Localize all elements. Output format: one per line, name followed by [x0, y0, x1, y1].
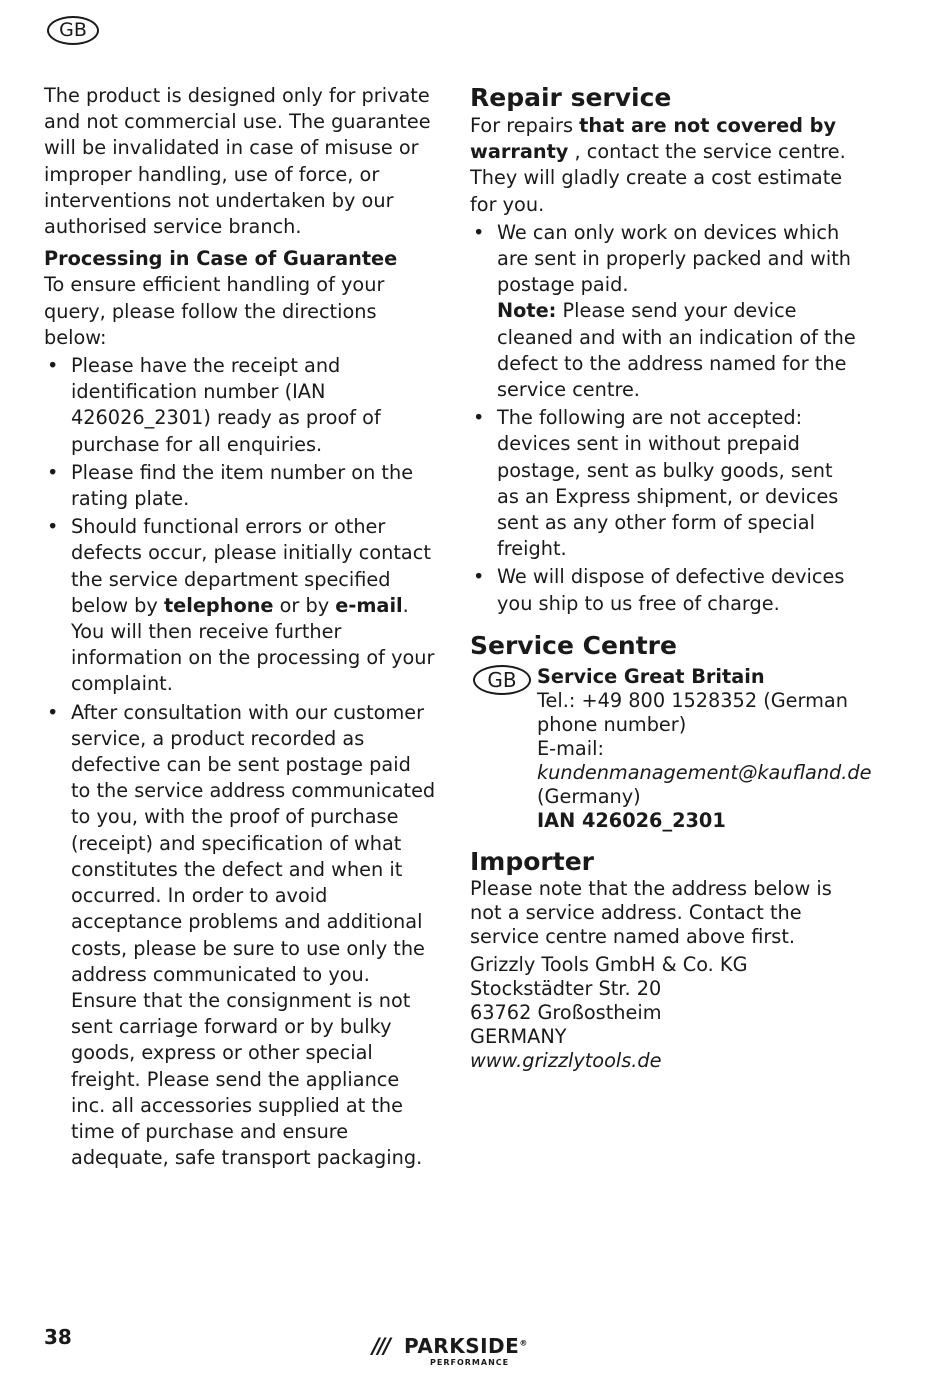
repair-heading: Repair service [470, 83, 672, 112]
logo-registered-mark: ® [519, 1338, 528, 1348]
page-number: 38 [44, 1325, 72, 1349]
importer-company: Grizzly Tools GmbH & Co. KG [470, 952, 748, 976]
parkside-logo [372, 1334, 532, 1370]
list-item: • We will dispose of defective devices you ship to us free of charge. [470, 564, 860, 616]
importer-heading: Importer [470, 846, 594, 876]
logo-slashes-icon: /// [372, 1334, 390, 1358]
repair-intro [470, 113, 860, 218]
text-span: , contact the service centre. They will gladly create a cost estimate for you. [470, 140, 846, 216]
list-item: • After consultation with our customer service, a product recorded as defective can be sent postage paid to the service address communicated to you, with the proof of purchase (receipt) and specification of what constitutes the defect and when it occurred. In order to avoid acceptance problems and additional costs, please be sure to use only the address communicated to you. Ensure that the consignment is not sent carriage forward or by bulky goods, express or other special freight. Please send the appliance inc. all accessories supplied at the time of purchase and ensure adequate, safe transport packaging. [44, 700, 436, 1172]
processing-list [44, 353, 436, 1171]
text-span: or by [273, 593, 336, 617]
list-item: • Please have the receipt and identification number (IAN 426026_2301) ready as proof of purchase for all enquiries. [44, 353, 436, 458]
importer-city: 63762 Großostheim [470, 1000, 662, 1024]
service-centre-heading: Service Centre [470, 630, 677, 660]
intro-paragraph: The product is designed only for private and not commercial use. The guarantee will be invalidated in case of misuse or improper handling, use of force, or interventions not undertaken by our authorised service branch. [44, 84, 431, 239]
text-span: . You will then receive further information on the processing of your complaint. [71, 593, 435, 696]
email-emphasis: e-mail [335, 593, 403, 617]
importer-note: Please note that the address below is not a service address. Contact the service centre named above first. [470, 876, 832, 948]
right-column [470, 83, 872, 1073]
importer-country: GERMANY [470, 1024, 567, 1048]
repair-list [470, 220, 860, 617]
list-item [470, 220, 860, 403]
left-column [44, 83, 436, 1171]
gb-service-badge: GB [473, 665, 531, 695]
logo-brand-text: PARKSIDE [404, 1334, 520, 1358]
service-email-link[interactable]: kundenmanagement@kaufland.de [537, 760, 872, 784]
gb-language-badge: GB [47, 16, 99, 45]
telephone-emphasis: telephone [163, 593, 274, 617]
service-country: (Germany) [537, 784, 641, 808]
logo-brand [404, 1334, 528, 1358]
text-span: Should functional errors or other defects occur, please initially contact the service department specified below by [71, 515, 431, 617]
text-span: We can only work on devices which are sent in properly packed and with postage paid. [497, 220, 851, 297]
text-span: For repairs [470, 114, 580, 137]
service-ian: IAN 426026_2301 [537, 808, 726, 832]
importer-street: Stockstädter Str. 20 [470, 976, 662, 1000]
importer-website-link[interactable]: www.grizzlytools.de [470, 1048, 662, 1072]
list-item: • Please find the item number on the rating plate. [44, 460, 436, 512]
service-centre-block [470, 664, 872, 833]
note-text: Please send your device cleaned and with an indication of the defect to the address named for the service centre. [497, 299, 856, 402]
service-email-label: E-mail: [537, 736, 604, 760]
list-item [44, 514, 436, 697]
processing-heading: Processing in Case of Guarantee [44, 247, 398, 271]
list-item: • The following are not accepted: devices sent in without prepaid postage, sent as bulky goods, sent as an Express shipment, or devices sent as any other form of special freight. [470, 405, 860, 562]
processing-intro: To ensure efficient handling of your query, please follow the directions below: [44, 273, 385, 349]
service-name: Service Great Britain [537, 664, 765, 688]
importer-address [470, 953, 860, 1073]
note-label: Note: [497, 299, 557, 323]
service-telephone: Tel.: +49 800 1528352 (German phone number) [537, 688, 848, 736]
warranty-emphasis: that are not covered by warranty [470, 114, 837, 164]
logo-subline: PERFORMANCE [430, 1358, 510, 1367]
